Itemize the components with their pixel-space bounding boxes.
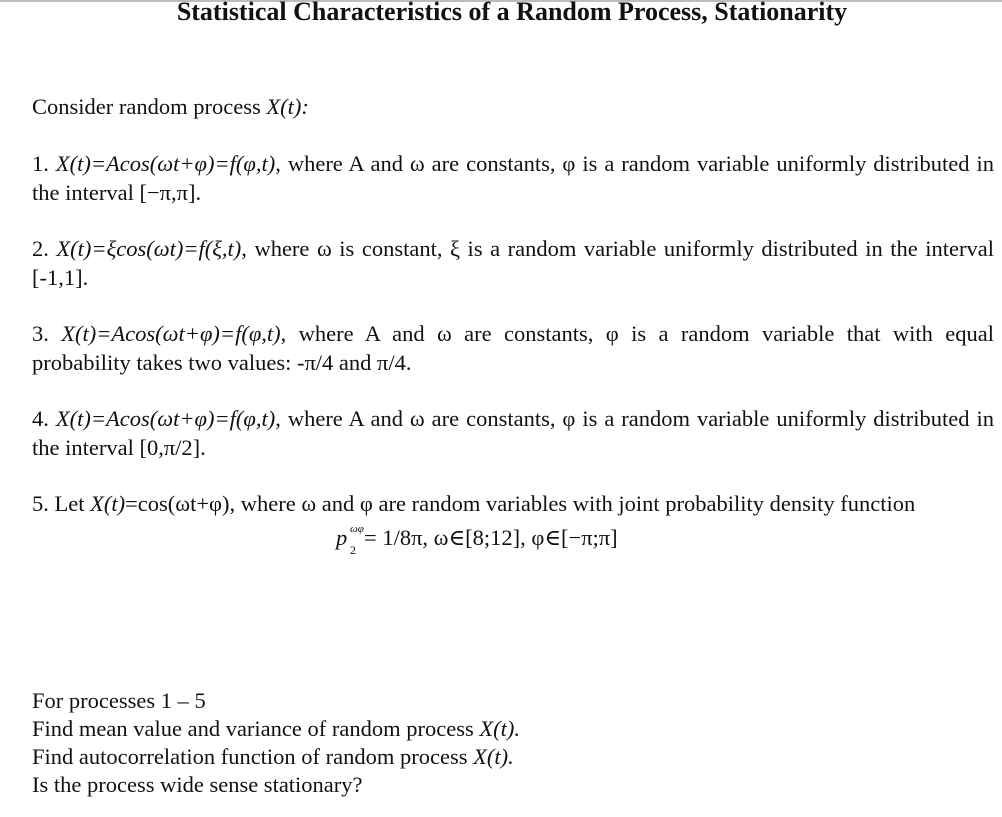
task-line-2 xyxy=(32,743,932,771)
intro-process: X(t) xyxy=(266,94,302,119)
task-2-prefix: Find autocorrelation function of random process xyxy=(32,744,474,769)
item-4-formula: X(t)=Acos(ωt+φ)=f(φ,t) xyxy=(55,406,276,431)
problem-item-3 xyxy=(32,319,994,377)
intro-suffix: : xyxy=(301,94,309,119)
task-2-suffix: . xyxy=(508,744,514,769)
intro-line xyxy=(32,92,994,121)
item-3-formula: X(t)=Acos(ωt+φ)=f(φ,t) xyxy=(61,321,281,346)
item-3-number: 3. xyxy=(32,321,49,346)
item-5-prefix: Let xyxy=(54,491,91,516)
item-2-number: 2. xyxy=(32,236,49,261)
item-3-text: , where A and ω are constants, φ is a random variable that with equal probability takes two values: -π/4 and π/4. xyxy=(32,321,994,375)
item-2-formula: X(t)=ξcos(ωt)=f(ξ,t) xyxy=(56,236,242,261)
item-4-text: , where A and ω are constants, φ is a random variable uniformly distributed in the interval [0,π/2]. xyxy=(32,406,994,460)
density-expression: = 1/8π, ω∈[8;12], φ∈[−π;π] xyxy=(364,525,618,550)
density-p: p xyxy=(336,525,348,550)
density-formula xyxy=(32,522,994,557)
item-1-text: , where A and ω are constants, φ is a random variable uniformly distributed in the interval [−π,π]. xyxy=(32,151,994,205)
item-1-number: 1. xyxy=(32,151,49,176)
item-4-number: 4. xyxy=(32,406,49,431)
problem-item-4 xyxy=(32,404,994,462)
task-line-3: Is the process wide sense stationary? xyxy=(32,772,363,797)
task-1-process: X(t) xyxy=(479,716,515,741)
item-2-text: , where ω is constant, ξ is a random variable uniformly distributed in the interval [-1,1]. xyxy=(32,236,994,290)
density-superscript: ωφ xyxy=(350,523,364,535)
task-1-prefix: Find mean value and variance of random process xyxy=(32,716,480,741)
task-list xyxy=(32,687,932,799)
item-5-formula: X(t) xyxy=(90,491,126,516)
density-subscript: 2 xyxy=(350,543,356,557)
problem-item-1 xyxy=(32,149,994,207)
problem-item-2 xyxy=(32,234,994,292)
task-line-1 xyxy=(32,715,932,743)
task-2-process: X(t) xyxy=(473,744,509,769)
task-1-suffix: . xyxy=(514,716,520,741)
tasks-heading: For processes 1 – 5 xyxy=(32,688,206,713)
intro-prefix: Consider random process xyxy=(32,94,267,119)
item-5-number: 5. xyxy=(32,491,49,516)
problem-body xyxy=(32,92,994,557)
item-1-formula: X(t)=Acos(ωt+φ)=f(φ,t) xyxy=(55,151,276,176)
page-title: Statistical Characteristics of a Random Process, Stationarity xyxy=(176,0,848,26)
density-symbol xyxy=(336,522,364,557)
item-5-text: =cos(ωt+φ), where ω and φ are random variables with joint probability density function xyxy=(125,491,916,516)
problem-item-5 xyxy=(32,489,994,518)
